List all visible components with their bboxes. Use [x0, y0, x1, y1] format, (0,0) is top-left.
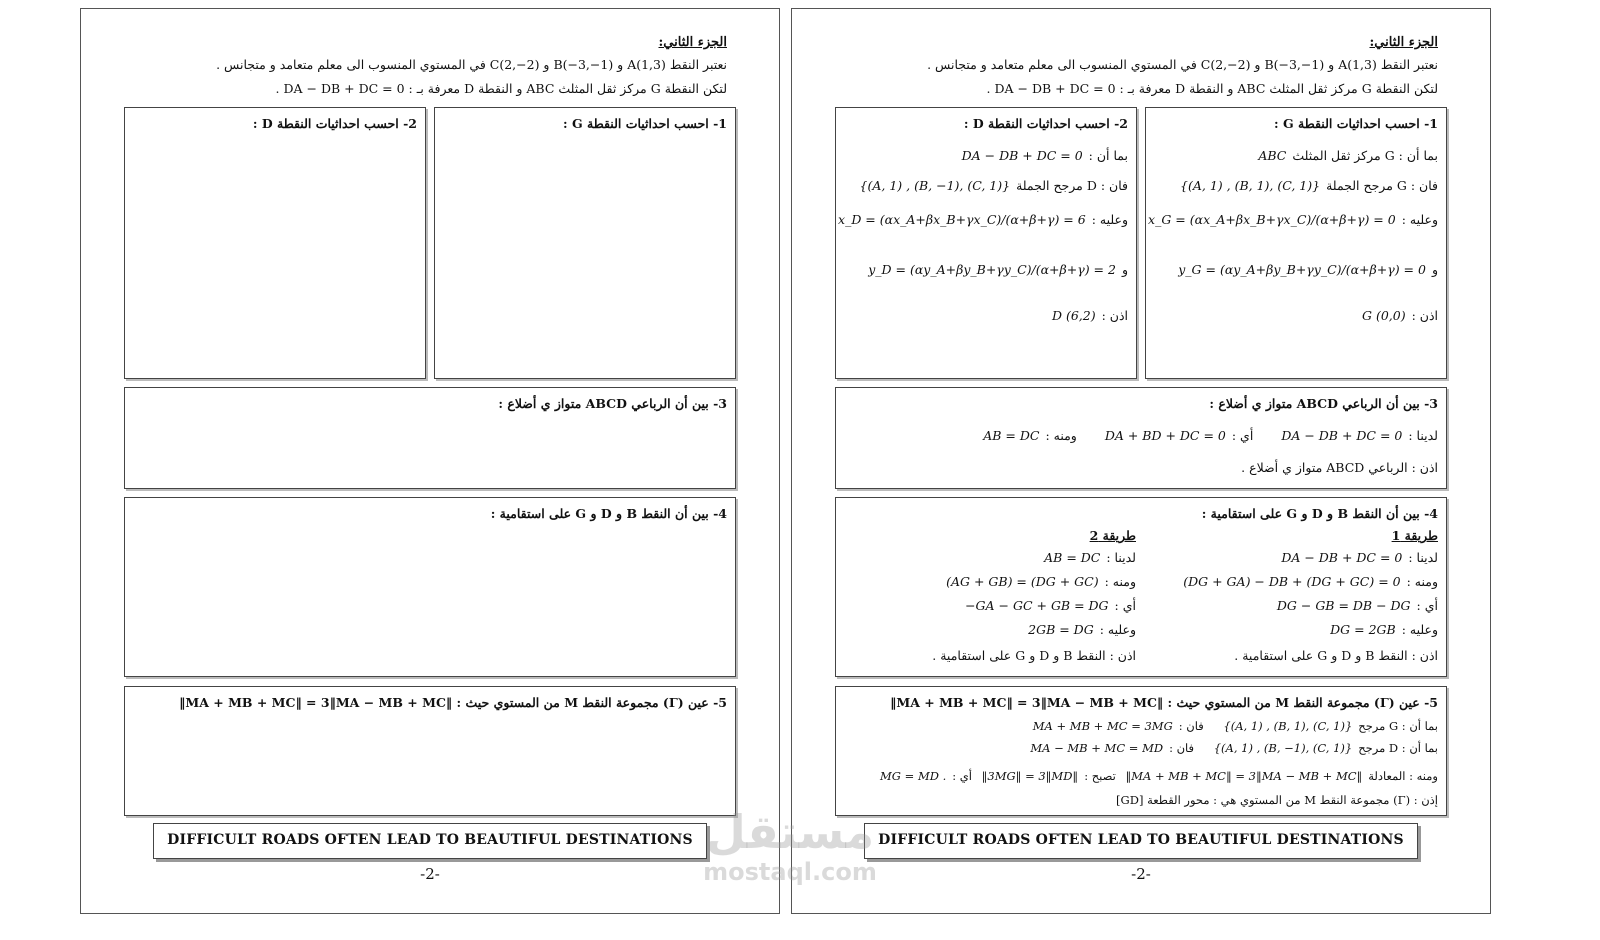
- s1-line2: [1174, 178, 1438, 193]
- s1-line4: [1172, 262, 1438, 277]
- s4-m1-line3-label: أي :: [1416, 598, 1438, 613]
- s1-line5-math: G (0,0): [1362, 308, 1406, 323]
- s3-line1b-label: أي :: [1231, 428, 1254, 443]
- s2-line5-math: D (6,2): [1051, 308, 1096, 323]
- s4-method2-title: طريقة 2: [1089, 528, 1136, 543]
- s2-line3: [832, 212, 1128, 227]
- question-1: 1- احسب احداثيات النقطة G :: [1274, 116, 1438, 131]
- s1-line2-label: فان : G مرجح الجملة: [1326, 178, 1438, 193]
- s5-line3c-label: أي :: [952, 769, 972, 783]
- answer-box-q1: [1145, 107, 1447, 379]
- problem-statement-line1: نعتبر النقط A(1,3) و B(−3,−1) و C(2,−2) في المستوي المنسوب الى معلم متعامد و متجانس .: [927, 57, 1438, 72]
- page-number: -2-: [1131, 865, 1151, 883]
- s5-line1: [1027, 719, 1438, 733]
- problem-statement-line2: لتكن النقطة G مركز ثقل المثلث ABC و النقطة D معرفة بـ : DA − DB + DC = 0 .: [275, 81, 727, 96]
- s4-m2-line2-label: ومنه :: [1104, 574, 1136, 589]
- worksheet-page-blank: [80, 8, 780, 914]
- s2-line2-math: {(A, 1) , (B, −1), (C, 1)}: [859, 178, 1011, 193]
- section-title: الجزء الثاني:: [1369, 35, 1438, 50]
- motto-banner: DIFFICULT ROADS OFTEN LEAD TO BEAUTIFUL DESTINATIONS: [864, 823, 1418, 859]
- s1-line4-math: y_G = (αy_A+βy_B+γy_C)/(α+β+γ) = 0: [1178, 262, 1426, 277]
- s4-m1-line2-math: (DG + GA) − DB + (DG + GC) = 0: [1183, 574, 1401, 589]
- problem-statement-line1: نعتبر النقط A(1,3) و B(−3,−1) و C(2,−2) في المستوي المنسوب الى معلم متعامد و متجانس .: [216, 57, 727, 72]
- answer-box-q3: [835, 387, 1447, 489]
- s4-m1-conclusion: اذن : النقط B و D و G على استقامية .: [1234, 648, 1438, 663]
- answer-box-q4: [835, 497, 1447, 677]
- s4-m1-line1: [1275, 550, 1438, 565]
- s4-m2-line4-label: وعليه :: [1099, 622, 1136, 637]
- answer-box-q5: [835, 686, 1447, 816]
- s4-m2-line4-math: 2GB = DG: [1028, 622, 1094, 637]
- s5-line3c-math: MG = MD .: [880, 769, 947, 783]
- s1-line4-label: و: [1431, 262, 1438, 277]
- s3-line1c-math: AB = DC: [983, 428, 1040, 443]
- s5-line1-math: {(A, 1) , (B, 1), (C, 1)}: [1223, 719, 1353, 733]
- s2-line1: [956, 148, 1128, 163]
- s5-line2-math: {(A, 1) , (B, −1), (C, 1)}: [1213, 741, 1353, 755]
- s5-line3-label: ومنه : المعادلة: [1368, 769, 1438, 783]
- s5-line3: [874, 769, 1438, 783]
- s4-m1-line4-label: وعليه :: [1401, 622, 1438, 637]
- answer-box-q1: [434, 107, 736, 379]
- s5-line3b-label: تصبح :: [1084, 769, 1116, 783]
- s4-m1-line2: [1177, 574, 1438, 589]
- page-number: -2-: [420, 865, 440, 883]
- s4-m1-line4-math: DG = 2GB: [1330, 622, 1396, 637]
- s2-line1-math: DA − DB + DC = 0: [961, 148, 1083, 163]
- question-3: 3- بين أن الرباعي ABCD متواز ي أضلاع :: [1209, 396, 1438, 411]
- s2-line5: [1046, 308, 1128, 323]
- question-5: 5- عين (Γ) مجموعة النقط M من المستوي حيث : ‖MA + MB + MC‖ = 3‖MA − MB + MC‖: [890, 695, 1438, 710]
- s3-conclusion: اذن : الرباعي ABCD متواز ي أضلاع .: [1241, 460, 1438, 475]
- s4-m2-line1-math: AB = DC: [1044, 550, 1101, 565]
- s1-line3-math: x_G = (αx_A+βx_B+γx_C)/(α+β+γ) = 0: [1148, 212, 1396, 227]
- s4-m2-line2: [940, 574, 1136, 589]
- watermark-arabic: مستقل: [705, 805, 875, 859]
- watermark-latin: mostaql.com: [703, 858, 877, 886]
- s4-m1-line2-label: ومنه :: [1406, 574, 1438, 589]
- s4-m1-line4: [1324, 622, 1438, 637]
- s2-line1-label: بما أن :: [1088, 148, 1128, 163]
- s4-m2-conclusion: اذن : النقط B و D و G على استقامية .: [932, 648, 1136, 663]
- s2-line4: [862, 262, 1128, 277]
- question-2: 2- احسب احداثيات النقطة D :: [963, 116, 1128, 131]
- s4-m1-line3: [1271, 598, 1438, 613]
- s4-m1-line1-label: لدينا :: [1408, 550, 1438, 565]
- s5-line1-label: بما أن : G مرجح: [1358, 719, 1438, 733]
- question-5: 5- عين (Γ) مجموعة النقط M من المستوي حيث : ‖MA + MB + MC‖ = 3‖MA − MB + MC‖: [179, 695, 727, 710]
- s5-line2b-math: MA − MB + MC = MD: [1030, 741, 1164, 755]
- s2-line4-math: y_D = (αy_A+βy_B+γy_C)/(α+β+γ) = 2: [868, 262, 1116, 277]
- s4-m2-line3-label: أي :: [1114, 598, 1136, 613]
- s5-line3-math: ‖MA + MB + MC‖ = 3‖MA − MB + MC‖: [1125, 769, 1363, 783]
- s3-line1-math: DA − DB + DC = 0: [1281, 428, 1403, 443]
- s2-line3-math: x_D = (αx_A+βx_B+γx_C)/(α+β+γ) = 6: [838, 212, 1086, 227]
- worksheet-page-solved: [791, 8, 1491, 914]
- s4-m2-line1-label: لدينا :: [1106, 550, 1136, 565]
- s3-line1-label: لدينا :: [1408, 428, 1438, 443]
- s5-line2b-label: فان :: [1169, 741, 1195, 755]
- s5-line2-label: بما أن : D مرجح: [1358, 741, 1438, 755]
- s4-m1-line3-math: DG − GB = DB − DG: [1276, 598, 1411, 613]
- s4-m1-line1-math: DA − DB + DC = 0: [1281, 550, 1403, 565]
- s2-line2-label: فان : D مرجح الجملة: [1016, 178, 1128, 193]
- section-title: الجزء الثاني:: [658, 35, 727, 50]
- question-2: 2- احسب احداثيات النقطة D :: [252, 116, 417, 131]
- s3-line1: [977, 428, 1438, 443]
- s4-m2-line2-math: (AG + GB) = (DG + GC): [946, 574, 1099, 589]
- s3-line1b-math: DA + BD + DC = 0: [1104, 428, 1226, 443]
- s1-line2-math: {(A, 1) , (B, 1), (C, 1)}: [1180, 178, 1321, 193]
- s5-conclusion: إذن : (Γ) مجموعة النقط M من المستوي هي : محور القطعة [GD]: [1116, 793, 1438, 807]
- motto-banner: DIFFICULT ROADS OFTEN LEAD TO BEAUTIFUL DESTINATIONS: [153, 823, 707, 859]
- answer-box-q5: [124, 686, 736, 816]
- s5-line2: [1024, 741, 1438, 755]
- s1-line5-label: اذن :: [1411, 308, 1438, 323]
- s4-method1-title: طريقة 1: [1391, 528, 1438, 543]
- problem-statement-line2: لتكن النقطة G مركز ثقل المثلث ABC و النقطة D معرفة بـ : DA − DB + DC = 0 .: [986, 81, 1438, 96]
- s5-line1b-label: فان :: [1178, 719, 1204, 733]
- answer-box-q3: [124, 387, 736, 489]
- s2-line4-label: و: [1121, 262, 1128, 277]
- question-4: 4- بين أن النقط B و D و G على استقامية :: [490, 506, 727, 521]
- s1-line1-label: بما أن : G مركز ثقل المثلث: [1292, 148, 1438, 163]
- question-3: 3- بين أن الرباعي ABCD متواز ي أضلاع :: [498, 396, 727, 411]
- s1-line5: [1356, 308, 1438, 323]
- s4-m2-line3-math: −GA − GC + GB = DG: [965, 598, 1109, 613]
- s1-line1: [1252, 148, 1438, 163]
- question-1: 1- احسب احداثيات النقطة G :: [563, 116, 727, 131]
- s2-line2: [854, 178, 1128, 193]
- s1-line3-label: وعليه :: [1401, 212, 1438, 227]
- question-4: 4- بين أن النقط B و D و G على استقامية :: [1201, 506, 1438, 521]
- s1-line1-math: ABC: [1258, 148, 1287, 163]
- s4-m2-line4: [1022, 622, 1136, 637]
- s4-m2-line1: [1038, 550, 1136, 565]
- s3-line1c-label: ومنه :: [1045, 428, 1077, 443]
- answer-box-q2: [124, 107, 426, 379]
- s5-line3b-math: ‖3MG‖ = 3‖MD‖: [981, 769, 1079, 783]
- answer-box-q4: [124, 497, 736, 677]
- s2-line5-label: اذن :: [1101, 308, 1128, 323]
- s5-line1b-math: MA + MB + MC = 3MG: [1032, 719, 1173, 733]
- answer-box-q2: [835, 107, 1137, 379]
- s4-m2-line3: [959, 598, 1136, 613]
- s2-line3-label: وعليه :: [1091, 212, 1128, 227]
- s1-line3: [1142, 212, 1438, 227]
